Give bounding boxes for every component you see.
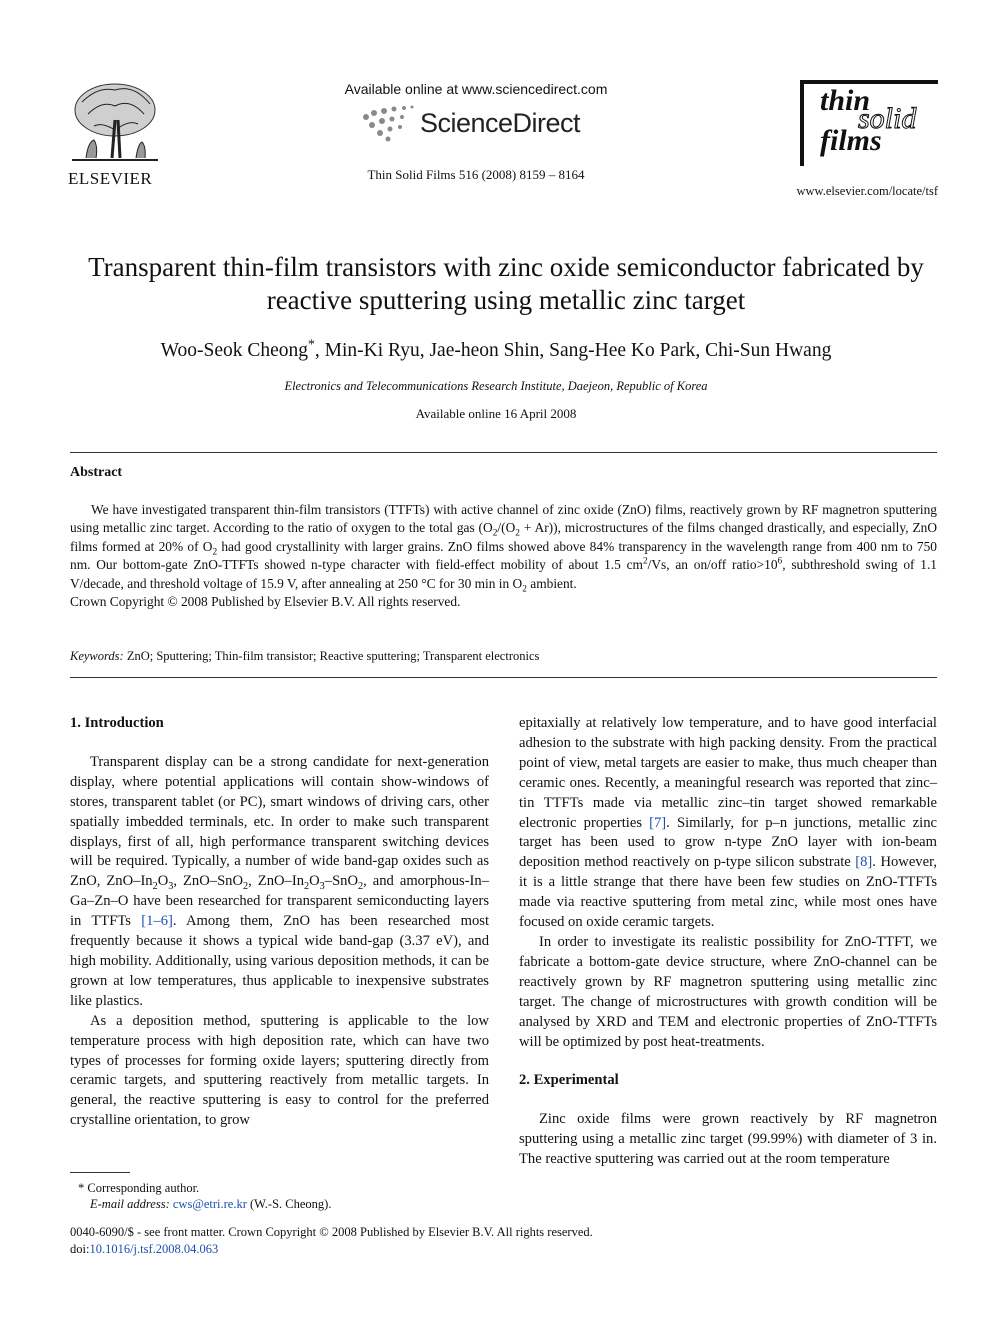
sciencedirect-dots-icon xyxy=(360,103,416,143)
article-title-line2: reactive sputtering using metallic zinc target xyxy=(266,285,746,315)
elsevier-tree-icon xyxy=(68,80,162,164)
corresponding-author-mark[interactable]: * xyxy=(308,336,315,352)
citation-link-1-6[interactable]: [1–6] xyxy=(141,913,173,930)
right-column xyxy=(519,714,937,1170)
available-date: Available online 16 April 2008 xyxy=(415,406,577,421)
intro-paragraph-4: In order to investigate its realistic possibility for ZnO-TTFT, we fabricate a bottom-gate device structure, where ZnO-channel can be reactively grown by RF magnetron sputtering using metallic zinc target. The change of microstructures with growth condition will be analysed by XRD and TEM and electronic properties of ZnO-TTFTs will be optimized by post heat-treatments. xyxy=(519,933,937,1050)
journal-logo-line1: thin xyxy=(820,84,871,117)
page-footer: 0040-6090/$ - see front matter. Crown Copyright © 2008 Published by Elsevier B.V. All rights reserved. doi:10.1016/j.tsf.2008.04.063 xyxy=(70,1224,937,1258)
section-heading-introduction: 1. Introduction xyxy=(70,715,164,731)
article-title xyxy=(40,251,972,317)
divider-top xyxy=(70,452,937,453)
footnote-rule xyxy=(70,1172,130,1173)
author-list xyxy=(60,336,932,362)
sciencedirect-logo[interactable] xyxy=(360,101,610,145)
journal-logo-line2: solid xyxy=(858,102,917,135)
email-link[interactable]: cws@etri.re.kr xyxy=(172,1197,247,1211)
left-column xyxy=(70,714,489,1131)
footnote: * Corresponding author. E-mail address: cws@etri.re.kr (W.-S. Cheong). xyxy=(78,1181,332,1211)
journal-logo xyxy=(794,80,938,166)
elsevier-wordmark: ELSEVIER xyxy=(68,169,153,188)
journal-url[interactable]: www.elsevier.com/locate/tsf xyxy=(796,184,938,198)
affiliation: Electronics and Telecommunications Research Institute, Daejeon, Republic of Korea xyxy=(284,379,708,393)
keywords xyxy=(70,649,937,664)
elsevier-logo xyxy=(68,80,162,188)
journal-citation: Thin Solid Films 516 (2008) 8159 – 8164 xyxy=(367,167,585,182)
doi-link[interactable]: 10.1016/j.tsf.2008.04.063 xyxy=(89,1242,219,1256)
author-first[interactable]: Woo-Seok Cheong xyxy=(160,340,309,361)
abstract-copyright: Crown Copyright © 2008 Published by Elsevier B.V. All rights reserved. xyxy=(70,594,461,610)
citation-link-8[interactable]: [8] xyxy=(855,854,873,871)
keywords-label: Keywords: xyxy=(70,649,124,663)
citation-link-7[interactable]: [7] xyxy=(649,814,667,831)
intro-paragraph-1: Transparent display can be a strong candidate for next-generation display, where potential applications will contain show-windows of stores, transparent tablet (or PC), smart windows of driving cars, other spatially imbedded terminals, etc. In order to make such transparent displays, first of all, high performance transparent switching devices will be required. Typically, a number of wide band-gap oxides such as ZnO, ZnO–$In_2O_3$, ZnO–SnO$_2$, ZnO–$In_2O_3-SnO_2$, and amorphous-In–Ga–Zn–O have been researched for transparent semiconducting layers in TTFTs [1–6]. Among them, ZnO has been researched most frequently because it shows a typical wide band-gap (3.37 eV), and high mobility. Additionally, using various deposition methods, it can be grown at low temperatures, thus applicable to inexpensive substrates like plastics. xyxy=(70,753,490,1009)
abstract-heading: Abstract xyxy=(70,465,123,480)
keywords-list: ZnO; Sputtering; Thin-film transistor; Reactive sputtering; Transparent electronics xyxy=(126,649,540,663)
sciencedirect-wordmark: ScienceDirect xyxy=(420,108,581,138)
footnote-star: * xyxy=(78,1181,85,1195)
experimental-paragraph-1: Zinc oxide films were grown reactively by RF magnetron sputtering using a metallic zinc target (99.99%) with diameter of 3 in. The reactive sputtering was carried out at the room temperature xyxy=(519,1111,937,1168)
available-online-text: Available online at www.sciencedirect.com xyxy=(344,81,608,97)
author-rest: , Min-Ki Ryu, Jae-heon Shin, Sang-Hee Ko Park, Chi-Sun Hwang xyxy=(314,340,832,361)
intro-paragraph-3: epitaxially at relatively low temperature, and to have good interfacial adhesion to the substrate with high packing density. From the practical point of view, metal targets are easier to make, thus much cheaper than ceramic ones. Recently, a meaningful research was reported that zinc–tin TTFTs made via metallic zinc–tin target showed remarkable electronic properties [7]. Similarly, for p–n junctions, metallic zinc target has been used to grow n-type ZnO layer with ion-beam deposition method reactively on p-type silicon substrate [8]. However, it is a little strange that there have been few studies on ZnO-TTFTs made via reactive sputtering from metal zinc, while most ones have focused on oxide ceramic targets. xyxy=(519,715,937,931)
section-heading-experimental: 2. Experimental xyxy=(519,1072,619,1089)
divider-bottom xyxy=(70,677,937,678)
journal-logo-line3: films xyxy=(820,124,882,157)
article-title-line1: Transparent thin-film transistors with zinc oxide semiconductor fabricated by xyxy=(88,252,924,282)
abstract-body: We have investigated transparent thin-film transistors (TTFTs) with active channel of zinc oxide (ZnO) films, reactively grown by RF magnetron sputtering using metallic zinc target. According to the ratio of oxygen to the total gas $(O_2/(O_2 + Ar))$, microstructures of the films changed drastically, and especially, ZnO films formed at 20% of $O_2$ had good crystallinity with larger grains. ZnO films showed above 84% transparency in the wavelength range from 400 nm to 750 nm. Our bottom-gate ZnO-TTFTs showed n-type character with field-effect mobility of about 1.5 $cm^2/Vs$, an on/off $ratio>10^6$, subthreshold swing of 1.1 V/decade, and threshold voltage of 15.9 V, after annealing at 250 °C for 30 min in $O_2$ ambient. Crown Copyright © 2008 Published by Elsevier B.V. All rights reserved. xyxy=(70,501,937,611)
intro-paragraph-2: As a deposition method, sputtering is applicable to the low temperature process with high deposition rate, which can have two types of processes for forming oxide layers; sputtering directly from ceramic targets, and sputtering reactively from metallic targets. In general, the reactive sputtering is easy to control for the preferred crystalline orientation, to grow xyxy=(70,1012,489,1129)
issn-line: 0040-6090/$ - see front matter. Crown Copyright © 2008 Published by Elsevier B.V. All rights reserved. xyxy=(70,1225,593,1239)
